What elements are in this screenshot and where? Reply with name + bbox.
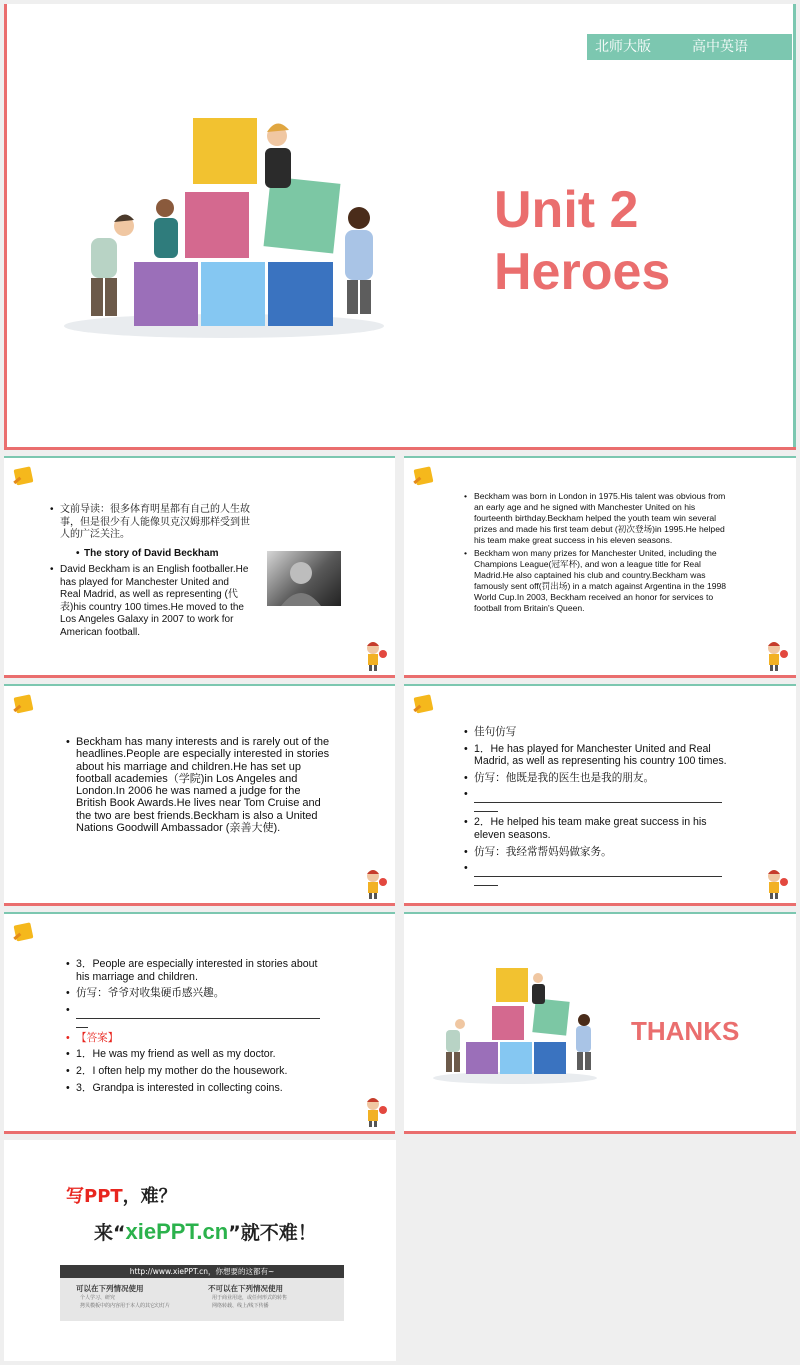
answer-2: • 2．I often help my mother do the housework. <box>66 1065 330 1078</box>
answer-blank-2 <box>464 862 732 886</box>
slide-sentence-practice <box>404 684 796 906</box>
top-edge <box>404 456 796 458</box>
edition-badge <box>587 34 792 60</box>
top-edge <box>404 684 796 686</box>
kid-mascot-icon <box>361 868 389 900</box>
practice-sentence-2: • 2．He helped his team make great success in his eleven seasons. <box>464 816 732 841</box>
slide-beckham-career <box>404 456 796 678</box>
top-edge <box>4 912 395 914</box>
answers-list <box>66 958 330 1094</box>
answer-3: • 3．Grandpa is interested in collecting coins. <box>66 1082 330 1095</box>
title-slide <box>4 4 796 450</box>
career-list <box>464 491 734 614</box>
practice-list <box>464 726 732 886</box>
bottom-edge <box>404 1131 796 1134</box>
promo-usage-box <box>60 1278 344 1321</box>
book-icon <box>10 464 36 488</box>
kid-mascot-icon <box>361 640 389 672</box>
kid-mascot-icon <box>762 868 790 900</box>
practice-task-2: • 仿写：我经常帮妈妈做家务。 <box>464 846 732 859</box>
practice-task-1: • 仿写：他既是我的医生也是我的朋友。 <box>464 772 732 785</box>
story-heading-text: The story of David Beckham <box>84 547 219 559</box>
career-paragraph-2: • Beckham won many prizes for Manchester United, including the Champions League(冠军杯), and won a league title for Real Madrid.He also captained his club and country.Beckham was famously sent off(罚出场) in a match against Argentina in the 1998 World Cup.In 2003, Beckham received an honor for services to football from Britain's Queen. <box>464 548 734 614</box>
bottom-edge <box>4 675 395 678</box>
story-heading: • The story of David Beckham <box>76 547 219 559</box>
top-edge <box>4 456 395 458</box>
promo-write-ppt: 写PPT <box>66 1186 123 1207</box>
promo-site-link[interactable]: xiePPT.cn <box>125 1219 229 1244</box>
slide-beckham-intro <box>4 456 395 678</box>
promo-line-2 <box>94 1220 317 1245</box>
practice-sentence-1: • 1．He has played for Manchester United and Real Madrid, as well as representing his country 100 times. <box>464 743 732 768</box>
kids-blocks-illustration <box>59 114 389 339</box>
cannot-use-2: 网络转载、线上/线下传播 <box>212 1303 269 1309</box>
promo-come: 来“ <box>94 1222 126 1244</box>
promo-difficult: ，难？ <box>122 1186 177 1207</box>
cannot-use-1: 用于商业用途，或任何形式的转售 <box>212 1295 288 1301</box>
top-edge <box>4 684 395 686</box>
book-icon <box>10 920 36 944</box>
top-edge <box>404 912 796 914</box>
practice-heading: • 佳句仿写 <box>464 726 732 739</box>
story-paragraph: • David Beckham is an English footballer.He has played for Manchester United and Real Madrid, as well as representing (代表)his country 100 times.He moved to the Los Angeles Galaxy in 2007 to work for American football. <box>50 564 250 639</box>
promo-line-1 <box>66 1186 177 1208</box>
unit-number: Unit 2 <box>494 181 639 239</box>
kid-mascot-icon <box>762 640 790 672</box>
answer-label: • 【答案】 <box>66 1032 330 1045</box>
cannot-use-title: 不可以在下列情况使用 <box>208 1284 283 1293</box>
can-use-column <box>76 1284 170 1310</box>
slide-thanks <box>404 912 796 1134</box>
career-paragraph-1: • Beckham was born in London in 1975.His talent was obvious from an early age and he signed with Manchester United on his fourteenth birthday.Beckham helped the youth team win several prizes and made his first team debut (初次登场)in 1995.He helped his team make great success in his eleven seasons. <box>464 491 734 546</box>
answer-blank-3 <box>66 1004 330 1028</box>
promo-slide <box>4 1140 396 1361</box>
book-icon <box>10 692 36 716</box>
edition-label: 北师大版 <box>595 39 651 55</box>
book-icon <box>410 464 436 488</box>
interests-list <box>66 736 334 834</box>
subject-label: 高中英语 <box>692 39 748 55</box>
intro-block <box>50 504 250 639</box>
unit-title <box>494 179 670 303</box>
answer-1: • 1．He was my friend as well as my doctor. <box>66 1048 330 1061</box>
bottom-edge <box>4 447 796 450</box>
promo-url-bar <box>60 1265 344 1278</box>
cannot-use-column <box>208 1284 287 1310</box>
left-edge <box>4 4 7 450</box>
promo-url: http://www.xiePPT.cn，你想要的这都有~ <box>129 1267 275 1276</box>
can-use-title: 可以在下列情况使用 <box>76 1284 144 1293</box>
thanks-text: THANKS <box>631 1016 740 1046</box>
bottom-edge <box>4 1131 395 1134</box>
practice-task-3: • 仿写：爷爷对收集硬币感兴趣。 <box>66 987 330 1000</box>
promo-not-difficult: ”就不难！ <box>228 1222 317 1244</box>
can-use-2: 拷贝模板中的内容用于本人的其它幻灯片 <box>80 1303 171 1309</box>
can-use-1: 个人学习、研究 <box>80 1295 116 1301</box>
slide-practice-answers <box>4 912 395 1134</box>
interests-paragraph: • Beckham has many interests and is rarely out of the headlines.People are especially interested in stories about his marriage and children.He has set up football academies（学院)in Los Angeles and London.In 2006 he was named a judge for the British Book Awards.He lives near Tom Cruise and the two are best friends.Beckham is also a United Nations Goodwill Ambassador (亲善大使). <box>66 736 334 834</box>
slide-beckham-interests <box>4 684 395 906</box>
bottom-edge <box>4 903 395 906</box>
kid-mascot-icon <box>361 1096 389 1128</box>
intro-text: • 文前导读：很多体育明星都有自己的人生故事，但是很少有人能像贝克汉姆那样受到世人的广泛关注。 <box>50 504 250 542</box>
bottom-edge <box>404 903 796 906</box>
right-edge <box>793 4 796 450</box>
beckham-photo <box>267 551 341 606</box>
unit-name: Heroes <box>494 243 671 301</box>
book-icon <box>410 692 436 716</box>
practice-sentence-3: • 3．People are especially interested in stories about his marriage and children. <box>66 958 330 983</box>
kids-blocks-illustration <box>430 966 600 1084</box>
bottom-edge <box>404 675 796 678</box>
answer-blank-1 <box>464 788 732 812</box>
